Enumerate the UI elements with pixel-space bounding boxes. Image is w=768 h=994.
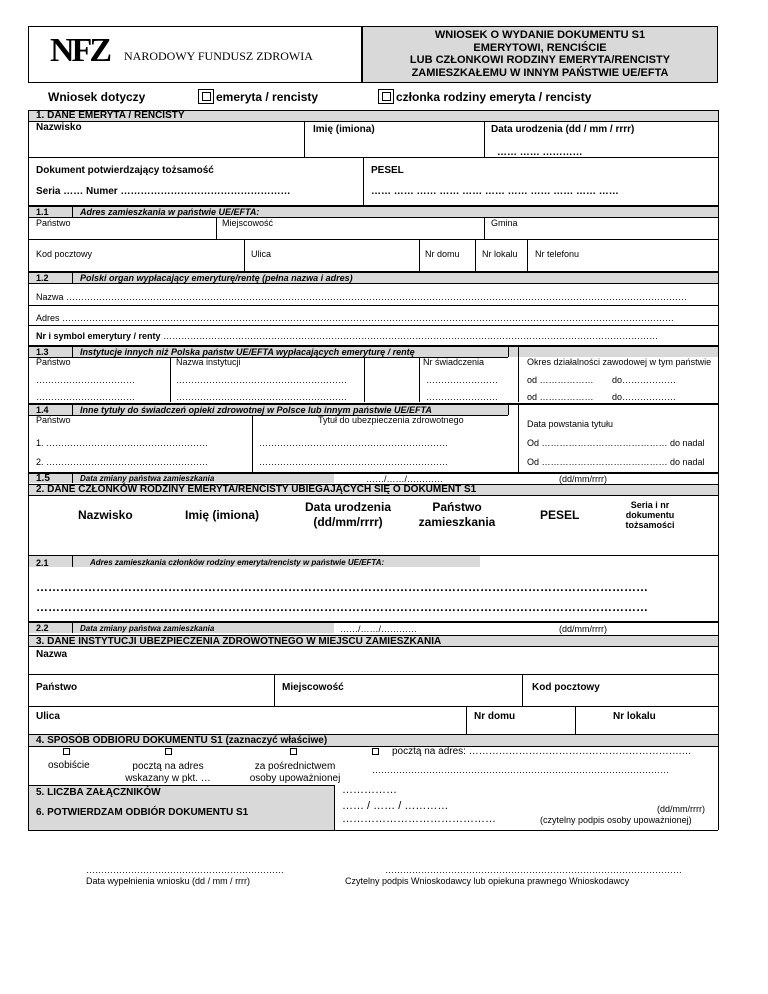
inst-row2-name[interactable]: …………………………………………………: [176, 392, 347, 402]
inst-row2-country[interactable]: ……………………………: [36, 392, 135, 402]
id-series-number[interactable]: Seria …… Numer ……………………………………………: [36, 186, 291, 197]
insurer-postal-label: Kod pocztowy: [532, 682, 600, 693]
address-house-label: Nr domu: [425, 249, 460, 259]
section4-title: 4. SPOSÓB ODBIORU DOKUMENTU S1 (zaznaczyć właściwe): [36, 735, 328, 746]
title-row1-period[interactable]: Od …………………………………… do nadal: [527, 438, 705, 448]
option-retiree-label: emeryta / rencisty: [216, 90, 319, 104]
residence-change-date-2[interactable]: ……/……/…………: [340, 624, 418, 634]
section3-title: 3. DANE INSTYTUCJI UBEZPIECZENIA ZDROWOTNEGO W MIEJSCU ZAMIESZKANIA: [36, 636, 442, 647]
address-postal-label: Kod pocztowy: [36, 249, 93, 259]
checkbox-family-member[interactable]: [378, 89, 394, 104]
residence-change-date-1[interactable]: ……/……/…………: [366, 474, 444, 484]
benefit-number-label: Nr świadczenia: [423, 357, 485, 367]
title-origin-label: Data powstania tytułu: [527, 419, 614, 429]
title-row2-country[interactable]: 2. ………………………………………………: [36, 457, 209, 467]
pickup-other-mail-checkbox[interactable]: [372, 748, 379, 755]
family-address-line-2[interactable]: ………………………………………………………………………………………………………………………………………: [36, 600, 648, 614]
organ-address-line[interactable]: Adres ……………………………………………………………………………………………………………………………………………………………………………………: [36, 313, 675, 323]
inst-row1-benefit[interactable]: ……………………: [426, 375, 498, 385]
surname-label: Nazwisko: [36, 122, 82, 133]
insurer-house-label: Nr domu: [474, 711, 516, 722]
residence-change-format-2: (dd/mm/rrrr): [559, 624, 607, 634]
section2-1-title: Adres zamieszkania członków rodziny emeryta/rencisty w państwie UE/EFTA:: [90, 558, 385, 567]
address-city-label: Miejscowość: [222, 218, 274, 228]
insurer-country-label: Państwo: [36, 682, 78, 693]
family-birth-date-label: Data urodzenia (dd/mm/rrrr): [304, 500, 391, 529]
section1-5-title: Data zmiany państwa zamieszkania: [80, 474, 215, 483]
inst-row1-from[interactable]: od ………………: [527, 375, 594, 385]
insurer-name-label: Nazwa: [36, 649, 68, 660]
insurer-city-label: Miejscowość: [282, 682, 344, 693]
inst-row1-name[interactable]: …………………………………………………: [176, 375, 347, 385]
applicant-signature-dots[interactable]: ………………………………………………………………………………………: [385, 865, 682, 875]
org-name: NARODOWY FUNDUSZ ZDROWIA: [124, 49, 313, 63]
address-street-label: Ulica: [251, 249, 272, 259]
section1-2-num: 1.2: [36, 273, 49, 283]
section1-title: 1. DANE EMERYTA / RENCISTY: [36, 110, 185, 121]
section1-3-title: Instytucje innych niż Polska państw UE/EFTA wypłacających emeryturę / rentę: [80, 347, 415, 357]
title-row1-country[interactable]: 1. ………………………………………………: [36, 438, 209, 448]
applicant-type-label: Wniosek dotyczy: [48, 90, 146, 104]
pickup-personal-checkbox[interactable]: [63, 748, 70, 755]
form-title: WNIOSEK O WYDANIE DOKUMENTU S1 EMERYTOWI, RENCIŚCIE LUB CZŁONKOWI RODZINY EMERYTA/RENCISTY ZAMIESZKAŁEMU W INNYM PAŃSTWIE UE/EFTA: [409, 29, 671, 79]
inst-row2-to[interactable]: do………………: [612, 392, 677, 402]
pickup-proxy-checkbox[interactable]: [290, 748, 297, 755]
pickup-mail-label: pocztą na adres wskazany w pkt. …: [125, 761, 211, 784]
inst-row2-from[interactable]: od ………………: [527, 392, 594, 402]
applicant-signature-label: Czytelny podpis Wnioskodawcy lub opiekuna prawnego Wnioskodawcy: [345, 876, 630, 886]
option-family-label: członka rodziny emeryta / rencisty: [396, 90, 592, 104]
family-first-names-label: Imię (imiona): [185, 508, 260, 522]
birth-date-dots[interactable]: …… …… …………: [497, 147, 583, 158]
insurer-street-label: Ulica: [36, 711, 60, 722]
pickup-other-mail-label[interactable]: pocztą na adres: ……………………………………………………….…: [392, 746, 692, 757]
receipt-signature-dots[interactable]: ……………………………………: [342, 813, 496, 825]
insurance-title-label: Tytuł do ubezpieczenia zdrowotnego: [318, 415, 464, 425]
pickup-personal-label: osobiście: [48, 760, 90, 771]
pesel-dots[interactable]: …… …… …… …… …… …… …… …… …… …… ……: [371, 186, 619, 197]
section1-1-title: Adres zamieszkania w państwie UE/EFTA:: [80, 207, 260, 217]
inst-row2-benefit[interactable]: ……………………: [426, 392, 498, 402]
pension-number-line[interactable]: Nr i symbol emerytury / renty …………………………………………………………………………………………………………………………………………………: [36, 331, 659, 341]
section2-2-title: Data zmiany państwa zamieszkania: [80, 624, 215, 633]
family-address-line-1[interactable]: ………………………………………………………………………………………………………………………………………: [36, 580, 648, 594]
nfz-logo: NFZ: [50, 32, 109, 69]
address-flat-label: Nr lokalu: [482, 249, 518, 259]
institution-name-label: Nazwa instytucji: [176, 357, 241, 367]
section1-5-num: 1.5: [36, 473, 50, 484]
section1-2-title: Polski organ wypłacający emeryturę/rentę (pełna nazwa i adres): [80, 273, 353, 283]
title-row1-title[interactable]: ………………………………………………………: [259, 438, 448, 448]
pickup-mail-checkbox[interactable]: [165, 748, 172, 755]
pickup-other-mail-dots[interactable]: ………………………………………………………………………………………: [372, 765, 669, 775]
family-country-label: Państwo zamieszkania: [418, 500, 496, 529]
section1-4-title: Inne tytuły do świadczeń opieki zdrowotnej w Polsce lub innym państwie UE/EFTA: [80, 405, 432, 415]
section1-1-num: 1.1: [36, 207, 49, 217]
receipt-signature-label: (czytelny podpis osoby upoważnionej): [540, 815, 692, 825]
family-id-document-label: Seria i nr dokumentu tożsamości: [625, 500, 675, 530]
address-commune-label: Gmina: [491, 218, 518, 228]
work-period-label: Okres działalności zawodowej w tym państwie: [527, 357, 712, 367]
checkbox-retiree[interactable]: [198, 89, 214, 104]
section2-1-num: 2.1: [36, 558, 49, 568]
organ-name-line[interactable]: Nazwa ………………………………………………………………………………………………………………………………………………………………………………………: [36, 292, 688, 302]
fill-date-label: Data wypełnienia wniosku (dd / mm / rrrr): [86, 876, 251, 886]
inst-row1-to[interactable]: do………………: [612, 375, 677, 385]
section1-4-num: 1.4: [36, 405, 49, 415]
address-country-label: Państwo: [36, 218, 71, 228]
residence-change-format-1: (dd/mm/rrrr): [559, 474, 607, 484]
family-pesel-label: PESEL: [540, 508, 580, 522]
pickup-proxy-label: za pośrednictwem osoby upoważnionej: [249, 761, 341, 784]
receipt-date-dots[interactable]: …… / …… / …………: [342, 800, 449, 812]
title-row2-title[interactable]: ………………………………………………………: [259, 457, 448, 467]
title-row2-period[interactable]: Od …………………………………… do nadal: [527, 457, 705, 467]
inst-row1-country[interactable]: ……………………………: [36, 375, 135, 385]
birth-date-label: Data urodzenia (dd / mm / rrrr): [491, 124, 635, 135]
section6-title: 6. POTWIERDZAM ODBIÓR DOKUMENTU S1: [36, 807, 249, 818]
address-phone-label: Nr telefonu: [535, 249, 580, 259]
id-document-label: Dokument potwierdzający tożsamość: [36, 165, 214, 176]
fill-date-dots[interactable]: …………………………………………………………: [86, 865, 284, 875]
institution-country-label: Państwo: [36, 357, 71, 367]
pesel-label: PESEL: [371, 165, 404, 176]
section2-title: 2. DANE CZŁONKÓW RODZINY EMERYTA/RENCISTY UBIEGAJĄCYCH SIĘ O DOKUMENT S1: [36, 484, 477, 495]
attachments-count-dots[interactable]: ……………: [342, 784, 397, 796]
section1-3-num: 1.3: [36, 347, 49, 357]
section5-title: 5. LICZBA ZAŁĄCZNIKÓW: [36, 787, 161, 798]
family-surname-label: Nazwisko: [78, 508, 133, 522]
title-country-label: Państwo: [36, 415, 71, 425]
section2-2-num: 2.2: [36, 623, 49, 633]
receipt-date-format: (dd/mm/rrrr): [657, 804, 705, 814]
first-names-label: Imię (imiona): [313, 124, 375, 135]
insurer-flat-label: Nr lokalu: [613, 711, 656, 722]
